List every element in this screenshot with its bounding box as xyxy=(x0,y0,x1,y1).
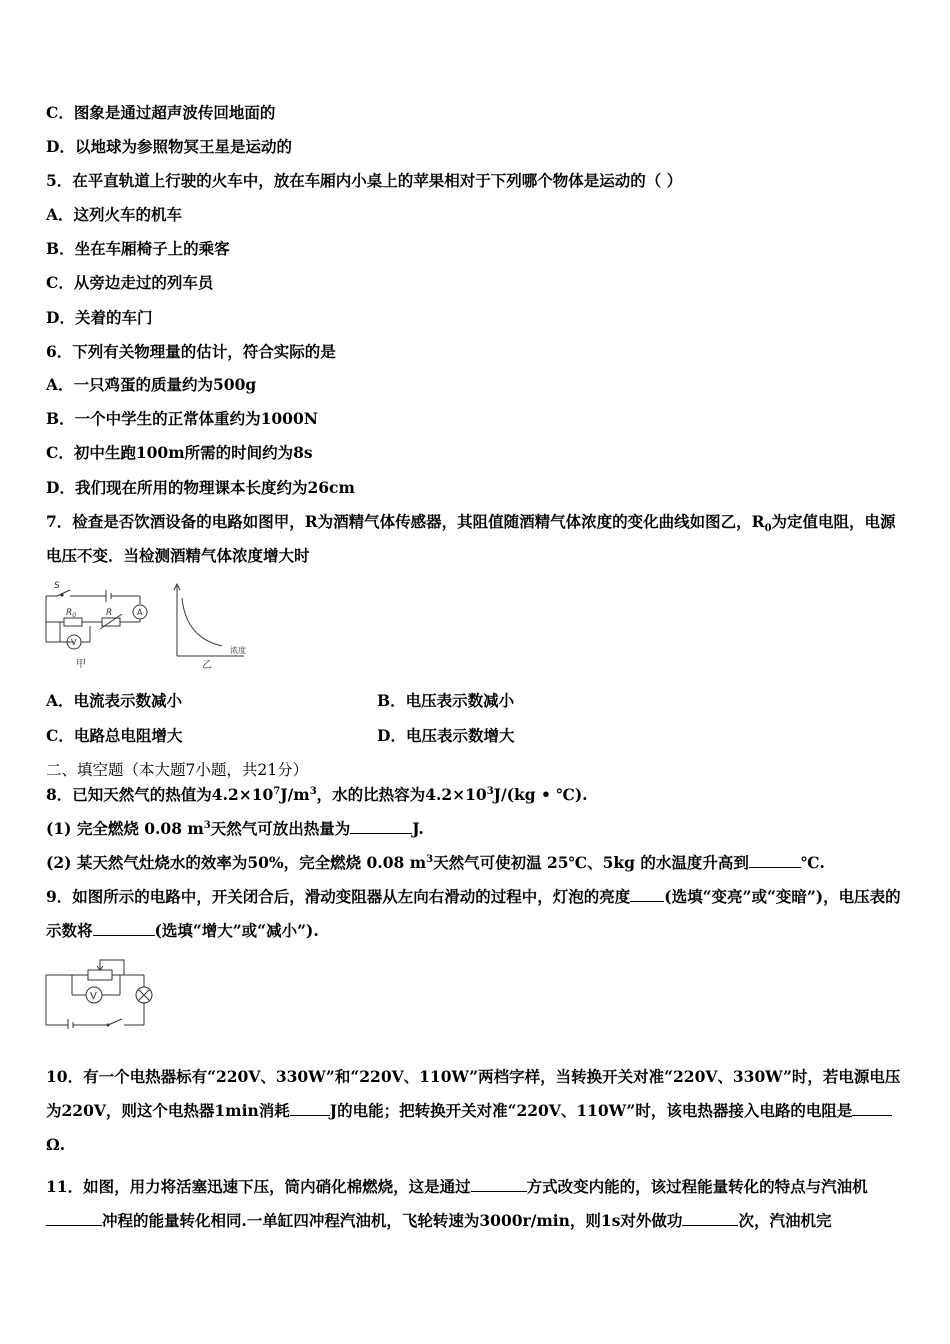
q5-option-a: A．这列火车的机车 xyxy=(46,205,183,224)
q8-stem-b: J/m xyxy=(280,785,310,804)
q8-stem-sup2: 3 xyxy=(309,785,317,797)
q8-stem-a: 8．已知天然气的热值为4.2×10 xyxy=(46,785,274,804)
q6-option-d: D．我们现在所用的物理课本长度约为26cm xyxy=(46,478,355,497)
q11-part3: 冲程的能量转化相同.一单缸四冲程汽油机，飞轮转速为3000r/min，则1s对外做功 xyxy=(102,1211,683,1230)
q9-stem xyxy=(46,880,906,948)
q4-option-c: C．图象是通过超声波传回地面的 xyxy=(46,103,276,122)
q10-part1: 10．有一个电热器标有“220V、330W”和“220V、110W”两档字样，当转换开关对准“220V、330W”时，若电源电压为220V，则这个电热器1min消耗 xyxy=(46,1067,901,1120)
q10-part3: Ω. xyxy=(46,1135,66,1154)
q4-option-d: D．以地球为参照物冥王星是运动的 xyxy=(46,137,292,156)
q8-sub2-c: ℃. xyxy=(800,853,825,872)
q9-circuit-figure xyxy=(40,955,162,1029)
q9-blank-1[interactable] xyxy=(630,887,664,902)
q8-sub1-c: J. xyxy=(412,819,424,838)
q5-option-d: D．关着的车门 xyxy=(46,308,153,327)
q11-part4: 次，汽油机完 xyxy=(738,1211,832,1230)
q8-sub1-b: 天然气可放出热量为 xyxy=(210,819,351,838)
fig-caption-jia: 甲 xyxy=(76,659,86,670)
q8-sub2-blank[interactable] xyxy=(749,853,801,868)
q8-stem-sup3: 3 xyxy=(486,785,494,797)
q8-sub1-blank[interactable] xyxy=(350,819,412,834)
fig-label-switch: S xyxy=(54,581,60,591)
q10-blank-1[interactable] xyxy=(290,1101,330,1116)
q8-stem-sup1: 7 xyxy=(273,785,281,797)
q8-sub1-a: (1) 完全燃烧 0.08 m xyxy=(46,819,204,838)
q7-curve-figure-yi xyxy=(168,580,260,670)
fig-label-ammeter: A xyxy=(137,608,143,617)
q9-blank-2[interactable] xyxy=(93,921,155,936)
q8-sub2-b: 天然气可使初温 25℃、5kg 的水温度升高到 xyxy=(433,853,749,872)
q11-blank-2[interactable] xyxy=(46,1211,102,1226)
q8-sub2-sup: 3 xyxy=(426,853,434,865)
q6-stem: 6．下列有关物理量的估计，符合实际的是 xyxy=(46,342,336,361)
q7-stem-part2: 为定值电阻，电源电压不变．当检测酒精气体浓度增大时 xyxy=(46,512,896,565)
q7-option-d: D．电压表示数增大 xyxy=(377,726,515,745)
q11-blank-3[interactable] xyxy=(682,1211,738,1226)
q7-option-b: B．电压表示数减小 xyxy=(377,691,515,710)
fig-label-r0 xyxy=(66,608,76,619)
fig-label-r0-sub: 0 xyxy=(72,612,77,619)
q8-sub2-a: (2) 某天然气灶烧水的效率为50%，完全燃烧 0.08 m xyxy=(46,853,427,872)
q7-option-a: A．电流表示数减小 xyxy=(46,691,183,710)
q8-sub2 xyxy=(46,853,825,873)
q5-option-c: C．从旁边走过的列车员 xyxy=(46,273,214,292)
q10-part2: J的电能；把转换开关对准“220V、110W”时，该电热器接入电路的电阻是 xyxy=(329,1101,853,1120)
q11-blank-1[interactable] xyxy=(471,1177,527,1192)
section-heading: 二、填空题（本大题7小题，共21分） xyxy=(46,761,309,779)
q7-option-c: C．电路总电阻增大 xyxy=(46,726,183,745)
q7-circuit-figure-jia xyxy=(40,580,160,672)
q5-option-b: B．坐在车厢椅子上的乘客 xyxy=(46,239,230,258)
q6-option-b: B．一个中学生的正常体重约为1000N xyxy=(46,409,318,428)
q8-sub1 xyxy=(46,819,424,839)
q9-part3: (选填“增大”或“减小”). xyxy=(154,921,319,940)
q11-part1: 11．如图，用力将活塞迅速下压，筒内硝化棉燃烧，这是通过 xyxy=(46,1177,471,1196)
q8-stem-c: ，水的比热容为4.2×10 xyxy=(316,785,487,804)
q8-stem xyxy=(46,785,588,805)
q6-option-c: C．初中生跑100m所需的时间约为8s xyxy=(46,443,313,462)
q9-part2: (选填“变亮”或“变暗”)，电压表的示数将 xyxy=(46,887,901,940)
q7-stem-part1: 7．检查是否饮酒设备的电路如图甲，R为酒精气体传感器，其阻值随酒精气体浓度的变化曲线如图乙，R xyxy=(46,512,765,531)
q6-option-a: A．一只鸡蛋的质量约为500g xyxy=(46,375,257,394)
q5-stem: 5．在平直轨道上行驶的火车中，放在车厢内小桌上的苹果相对于下列哪个物体是运动的（ ） xyxy=(46,171,683,190)
q9-fig-label-voltmeter: V xyxy=(90,991,97,1002)
q8-stem-d: J/(kg • ℃). xyxy=(493,785,588,804)
fig-label-r: R xyxy=(106,608,113,618)
fig-caption-yi: 乙 xyxy=(202,660,212,670)
fig-label-voltmeter: V xyxy=(71,638,77,647)
q11-stem xyxy=(46,1170,906,1238)
q8-sub1-sup: 3 xyxy=(203,819,211,831)
q10-blank-2[interactable] xyxy=(852,1101,892,1116)
fig-axis-label-concentration: 浓度 xyxy=(230,646,246,655)
q10-stem xyxy=(46,1060,906,1162)
q11-part2: 方式改变内能的，该过程能量转化的特点与汽油机 xyxy=(526,1177,868,1196)
fig-label-r0-letter: R xyxy=(66,608,73,618)
q7-stem-subscript: 0 xyxy=(764,523,772,535)
q7-stem xyxy=(46,505,906,573)
q9-part1: 9．如图所示的电路中，开关闭合后，滑动变阻器从左向右滑动的过程中，灯泡的亮度 xyxy=(46,887,631,906)
